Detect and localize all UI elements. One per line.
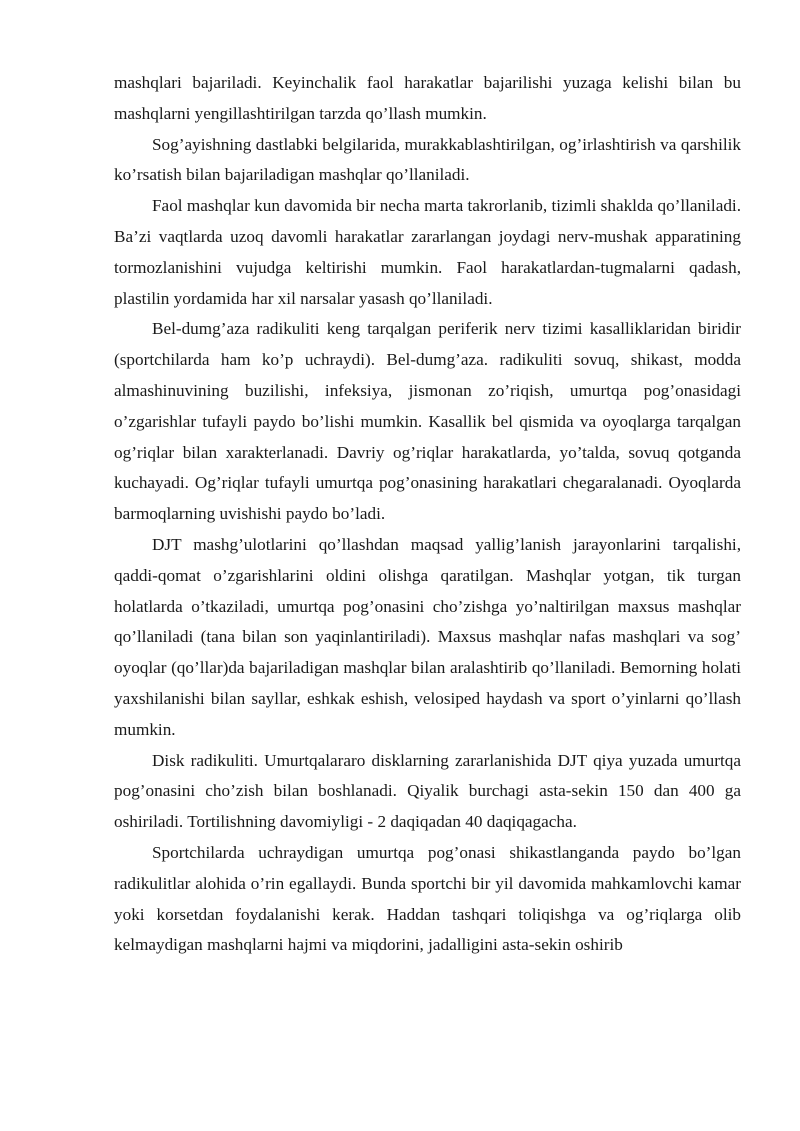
document-body: [114, 68, 741, 961]
paragraph-djt-goals: DJT mashg’ulotlarini qo’llashdan maqsad yallig’lanish jarayonlarini tarqalishi, qaddi-qomat o’zgarishlarini oldini olishga qaratilgan. Mashqlar yotgan, tik turgan holatlarda o’tkaziladi, umurtqa pog’onasini cho’zishga yo’naltirilgan maxsus mashqlar qo’llaniladi (tana bilan son yaqinlantiriladi). Maxsus mashqlar nafas mashqlari va sog’ oyoqlar (qo’llar)da bajariladigan mashqlar bilan aralashtirib qo’llaniladi. Bemorning holati yaxshilanishi bilan sayllar, eshkak eshish, velosiped haydash va sport o’yinlarni qo’llash mumkin.: [114, 534, 741, 739]
paragraph-disc-radiculitis: Disk radikuliti. Umurtqalararo disklarning zararlanishida DJT qiya yuzada umurtqa pog’onasini cho’zish bilan boshlanadi. Qiyalik burchagi asta-sekin 150 dan 400 ga oshiriladi. Tortilishning davomiyligi - 2 daqiqadan 40 daqiqagacha.: [114, 750, 741, 832]
paragraph-athlete-radiculitis: Sportchilarda uchraydigan umurtqa pog’onasi shikastlanganda paydo bo’lgan radikulitlar alohida o’rin egallaydi. Bunda sportchi bir yil davomida mahkamlovchi kamar yoki korsetdan foydalanishi kerak. Haddan tashqari toliqishga va og’riqlarga olib kelmaydigan mashqlarni hajmi va miqdorini, jadalligini asta-sekin oshirib: [114, 842, 741, 955]
paragraph-lumbosacral-radiculitis: Bel-dumg’aza radikuliti keng tarqalgan periferik nerv tizimi kasalliklaridan biridir (sportchilarda ham ko’p uchraydi). Bel-dumg’aza. radikuliti sovuq, shikast, modda almashinuvining buzilishi, infeksiya, jismonan zo’riqish, umurtqa pog’onasidagi o’zgarishlar tufayli paydo bo’lishi mumkin. Kasallik bel qismida va oyoqlarga tarqalgan og’riqlar bilan xarakterlanadi. Davriy og’riqlar harakatlarda, yo’talda, sovuq qotganda kuchayadi. Og’riqlar tufayli umurtqa pog’onasining harakatlari chegaralanadi. Oyoqlarda barmoqlarning uvishishi paydo bo’ladi.: [114, 319, 741, 524]
paragraph-active-exercises: Faol mashqlar kun davomida bir necha marta takrorlanib, tizimli shaklda qo’llaniladi. Ba’zi vaqtlarda uzoq davomli harakatlar zararlangan joydagi nerv-mushak apparatining tormozlanishini vujudga keltirishi mumkin. Faol harakatlardan-tugmalarni qadash, plastilin yordamida har xil narsalar yasash qo’llaniladi.: [114, 196, 741, 308]
paragraph-recovery-signs: Sog’ayishning dastlabki belgilarida, murakkablashtirilgan, og’irlashtirish va qarshilik ko’rsatish bilan bajariladigan mashqlar qo’llaniladi.: [114, 134, 741, 185]
paragraph-continuation: mashqlari bajariladi. Keyinchalik faol harakatlar bajarilishi yuzaga kelishi bilan bu mashqlarni yengillashtirilgan tarzda qo’llash mumkin.: [114, 73, 741, 123]
